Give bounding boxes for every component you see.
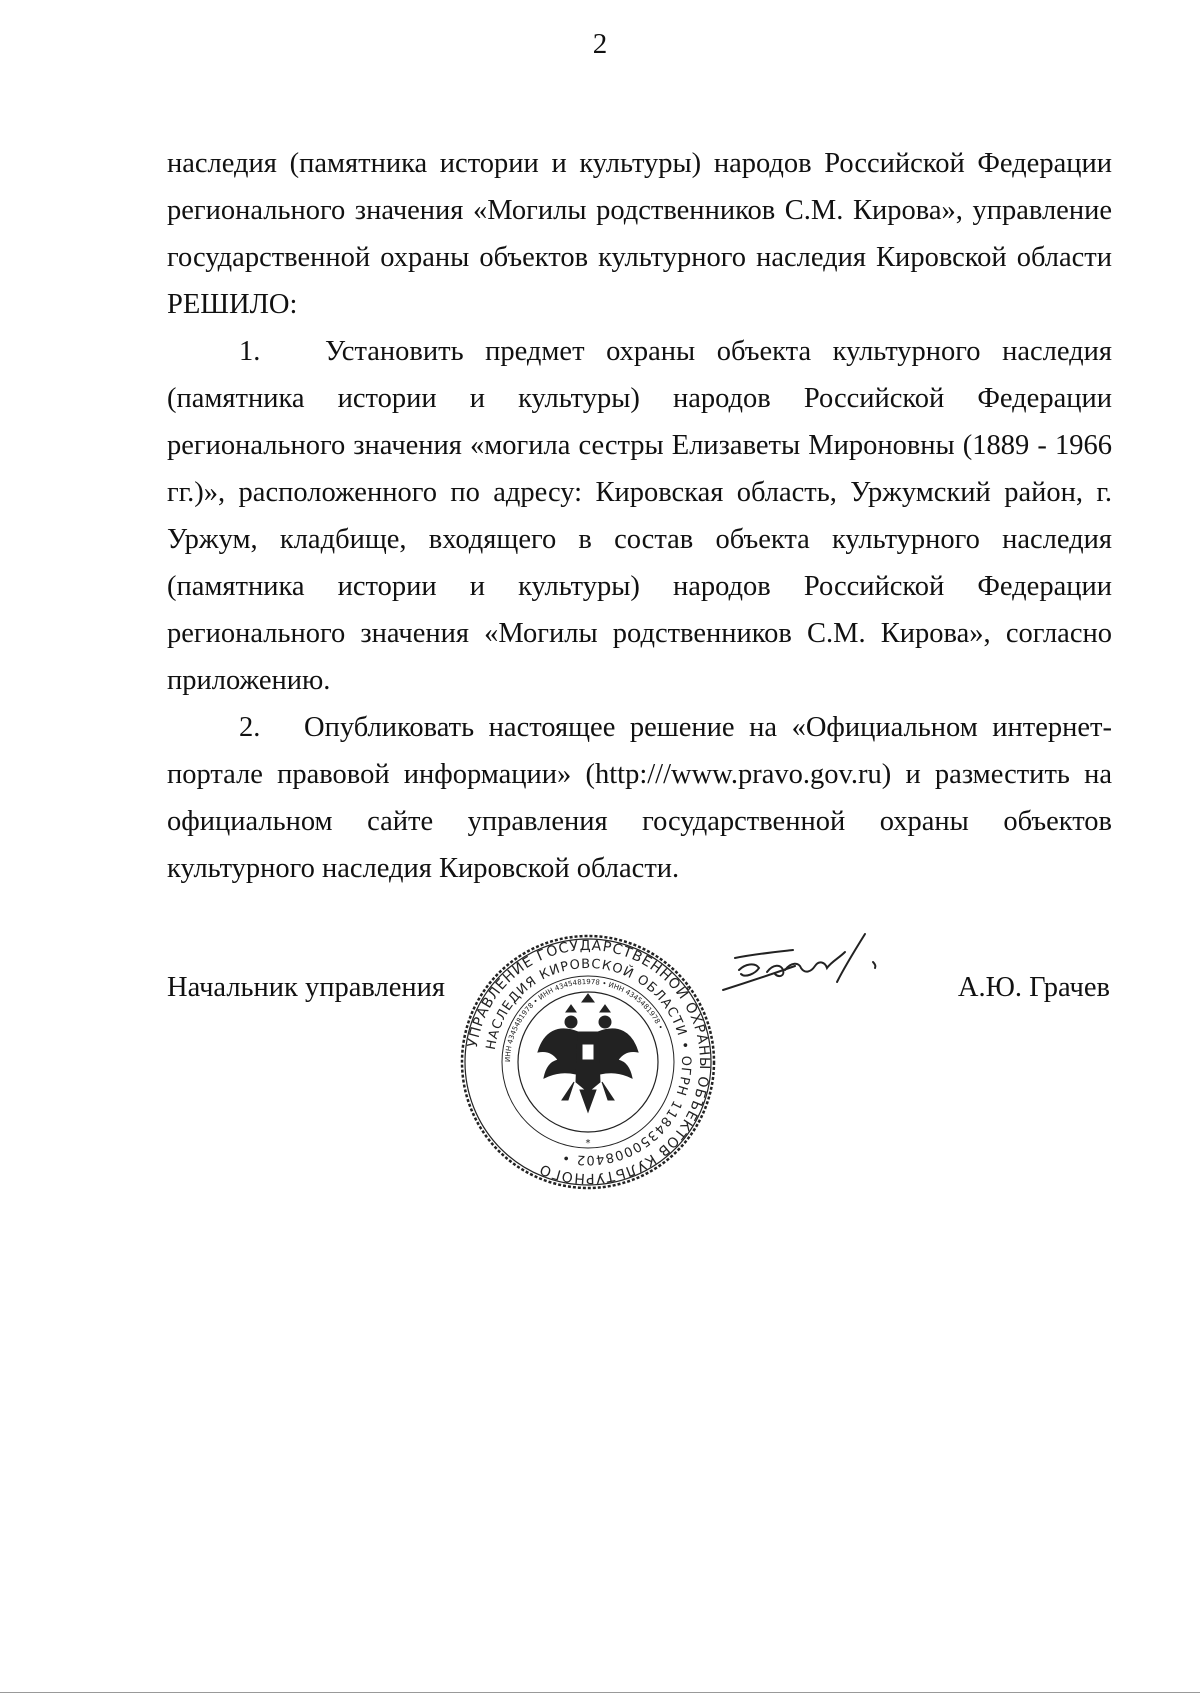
official-seal-stamp — [458, 932, 718, 1192]
paragraph-preamble: наследия (памятника истории и культуры) народов Российской Федерации регионального значения «Могилы родственников С.М. Кирова», управление государственной охраны объектов культурного наследия Кировской области РЕШИЛО: — [167, 148, 1112, 320]
seal-inn-text: ИНН 4345481978 • ИНН 4345481978 • ИНН 4345481978 • — [503, 977, 665, 1063]
signatory-name: А.Ю. Грачев — [957, 972, 1110, 1003]
seal-inner-text: НАСЛЕДИЯ КИРОВСКОЙ ОБЛАСТИ • ОГРН 1184350008402 • — [483, 956, 694, 1168]
seal-outer-text: УПРАВЛЕНИЕ ГОСУДАРСТВЕННОЙ ОХРАНЫ ОБЪЕКТОВ КУЛЬТУРНОГО — [464, 937, 713, 1187]
signatory-title: Начальник управления — [167, 972, 445, 1003]
eagle-emblem-icon — [538, 994, 638, 1112]
handwritten-signature — [715, 928, 900, 1003]
document-body — [167, 140, 1112, 892]
svg-text:*: * — [585, 1138, 591, 1149]
paragraph-item-1: 1. Установить предмет охраны объекта культурного наследия (памятника истории и культуры) народов Российской Федерации регионального значения «могила сестры Елизаветы Мироновны (1889 - 1966 гг.)», расположенного по адресу: Кировская область, Уржумский район, г. Уржум, кладбище, входящего в состав объекта культурного наследия (памятника истории и культуры) народов Российской Федерации регионального значения «Могилы родственников С.М. Кирова», согласно приложению. — [167, 336, 1112, 696]
paragraph-item-2: 2. Опубликовать настоящее решение на «Официальном интернет-портале правовой информации» (http:///www.pravo.gov.ru) и разместить на официальном сайте управления государственной охраны объектов культурного наследия Кировской области. — [167, 712, 1112, 884]
page-number: 2 — [592, 28, 608, 60]
page-bottom-edge — [0, 1692, 1200, 1693]
